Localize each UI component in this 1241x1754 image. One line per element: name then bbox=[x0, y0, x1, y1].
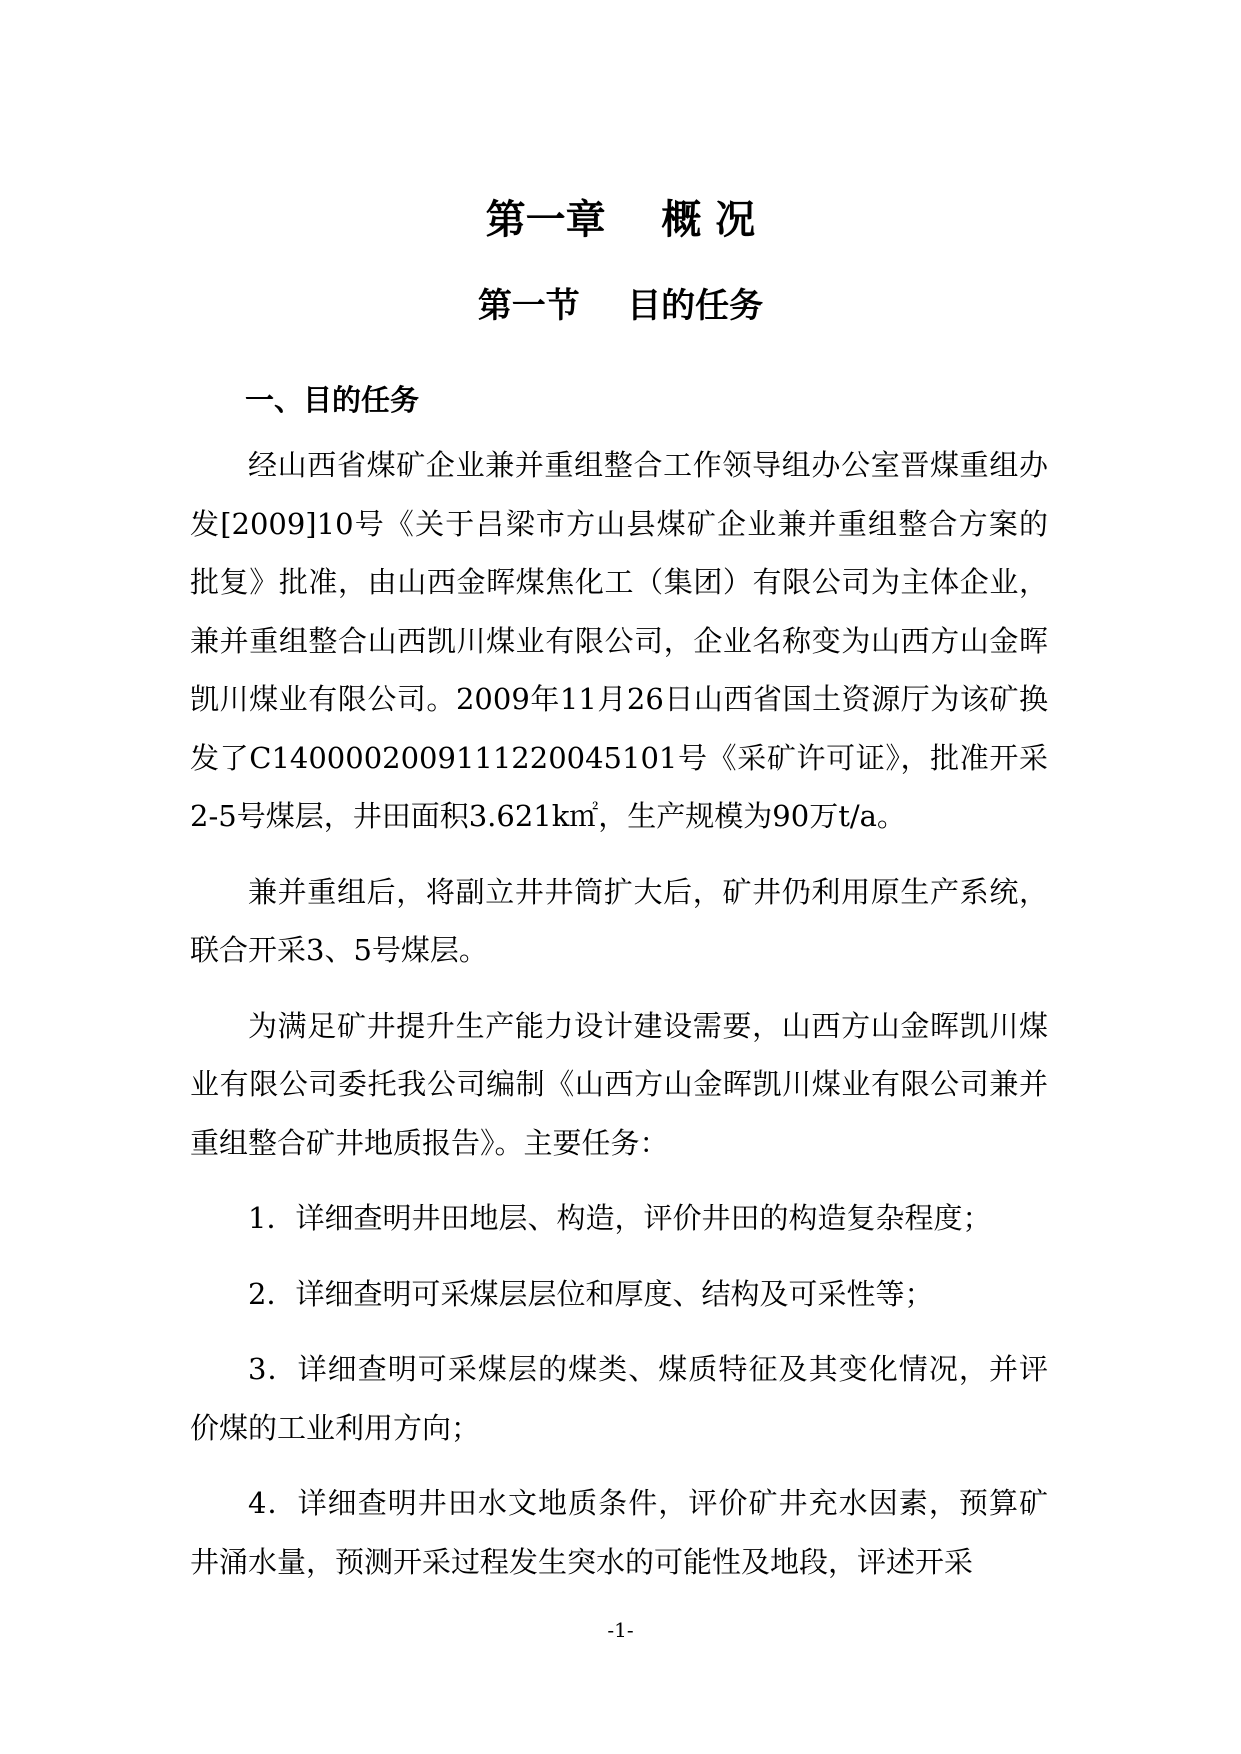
task-item-2: 2．详细查明可采煤层层位和厚度、结构及可采性等； bbox=[248, 1276, 934, 1311]
task-item-1: 1．详细查明井田地层、构造，评价井田的构造复杂程度； bbox=[248, 1201, 992, 1235]
page-number: -1- bbox=[607, 1618, 634, 1642]
body-text bbox=[190, 436, 1048, 1608]
paragraph-reorganization: 兼并重组后，将副立井井筒扩大后，矿井仍利用原生产系统，联合开采3、5号煤层。 bbox=[190, 874, 1048, 967]
paragraph-commission: 为满足矿井提升生产能力设计建设需要，山西方山金晖凯川煤业有限公司委托我公司编制《山西方山金晖凯川煤业有限公司兼并重组整合矿井地质报告》。主要任务： bbox=[190, 1008, 1048, 1160]
task-item-4: 4．详细查明井田水文地质条件，评价矿井充水因素，预算矿井涌水量，预测开采过程发生突水的可能性及地段，评述开采 bbox=[190, 1486, 1048, 1579]
subsection-heading: 一、目的任务 bbox=[245, 383, 420, 417]
chapter-title: 第一章 概 况 bbox=[485, 196, 756, 243]
paragraph-background: 经山西省煤矿企业兼并重组整合工作领导组办公室晋煤重组办发[2009]10号《关于吕梁市方山县煤矿企业兼并重组整合方案的批复》批准，由山西金晖煤焦化工（集团）有限公司为主体企业，兼并重组整合山西凯川煤业有限公司，企业名称变为山西方山金晖凯川煤业有限公司。2009年11月26日山西省国土资源厅为该矿换发了C1400002009111220045101号《采矿许可证》，批准开采2-5号煤层，井田面积3.621k㎡，生产规模为90万t/a。 bbox=[190, 448, 1048, 833]
section-title: 第一节 目的任务 bbox=[477, 286, 764, 326]
task-item-3: 3．详细查明可采煤层的煤类、煤质特征及其变化情况，并评价煤的工业利用方向； bbox=[190, 1352, 1048, 1445]
